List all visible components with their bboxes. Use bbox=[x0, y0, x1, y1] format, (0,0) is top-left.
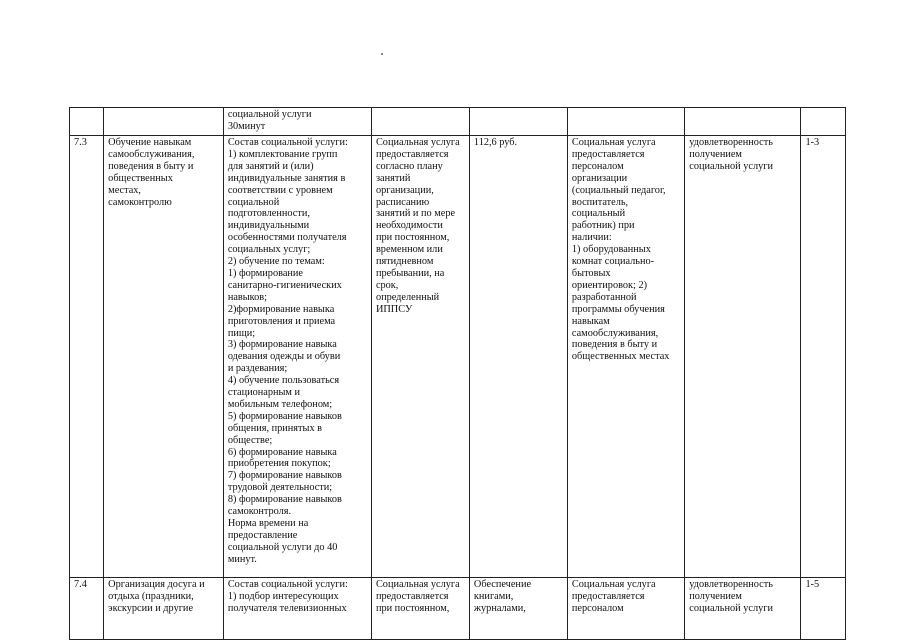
cell-service-name: Организация досуга и отдыха (праздники, экскурсии и другие bbox=[104, 578, 224, 640]
cell-terms bbox=[371, 108, 469, 136]
cell-indicators: удовлетворенность получением социальной услуги bbox=[685, 136, 801, 578]
cell-terms: Социальная услуга предоставляется согласно плану занятий организации, расписанию занятий и по мере необходимости при постоянном, временном или пятидневном пребывании, на срок, определенный ИППСУ bbox=[371, 136, 469, 578]
cell-number: 7.3 bbox=[70, 136, 104, 578]
cell-tariff: 112,6 руб. bbox=[469, 136, 567, 578]
cell-service-content: Состав социальной услуги: 1) подбор интересующих получателя телевизионных bbox=[223, 578, 371, 640]
cell-tariff bbox=[469, 108, 567, 136]
cell-service-name bbox=[104, 108, 224, 136]
cell-conditions bbox=[567, 108, 684, 136]
cell-conditions: Социальная услуга предоставляется персоналом организации (социальный педагог, воспитатель, социальный работник) при наличии: 1) оборудованных комнат социально- бытовых ориентировок; 2) разработанной программы обучения навыкам самообслуживания, поведения в быту и общественных местах bbox=[567, 136, 684, 578]
table-row bbox=[70, 108, 846, 136]
cell-number bbox=[70, 108, 104, 136]
cell-assessment bbox=[801, 108, 846, 136]
cell-service-content: социальной услуги 30минут bbox=[223, 108, 371, 136]
table-row bbox=[70, 578, 846, 640]
cell-indicators: удовлетворенность получением социальной услуги bbox=[685, 578, 801, 640]
cell-assessment: 1-3 bbox=[801, 136, 846, 578]
cell-number: 7.4 bbox=[70, 578, 104, 640]
cell-tariff: Обеспечение книгами, журналами, bbox=[469, 578, 567, 640]
cell-service-content: Состав социальной услуги: 1) комплектование групп для занятий и (или) индивидуальные занятия в соответствии с уровнем социальной подготовленности, индивидуальными особенностями получателя социальных услуг; 2) обучение по темам: 1) формирование санитарно-гигиенических навыков; 2)формирование навыка приготовления и приема пищи; 3) формирование навыка одевания одежды и обуви и раздевания; 4) обучение пользоваться стационарным и мобильным телефоном; 5) формирование навыков общения, принятых в обществе; 6) формирование навыка приобретения покупок; 7) формирование навыков трудовой деятельности; 8) формирование навыков самоконтроля. Норма времени на предоставление социальной услуги до 40 минут. bbox=[223, 136, 371, 578]
cell-indicators bbox=[685, 108, 801, 136]
scan-speck bbox=[381, 53, 383, 55]
table-row bbox=[70, 136, 846, 578]
cell-service-name: Обучение навыкам самообслуживания, поведения в быту и общественных местах, самоконтролю bbox=[104, 136, 224, 578]
cell-assessment: 1-5 bbox=[801, 578, 846, 640]
cell-conditions: Социальная услуга предоставляется персоналом bbox=[567, 578, 684, 640]
services-table bbox=[69, 107, 846, 640]
cell-terms: Социальная услуга предоставляется при постоянном, bbox=[371, 578, 469, 640]
